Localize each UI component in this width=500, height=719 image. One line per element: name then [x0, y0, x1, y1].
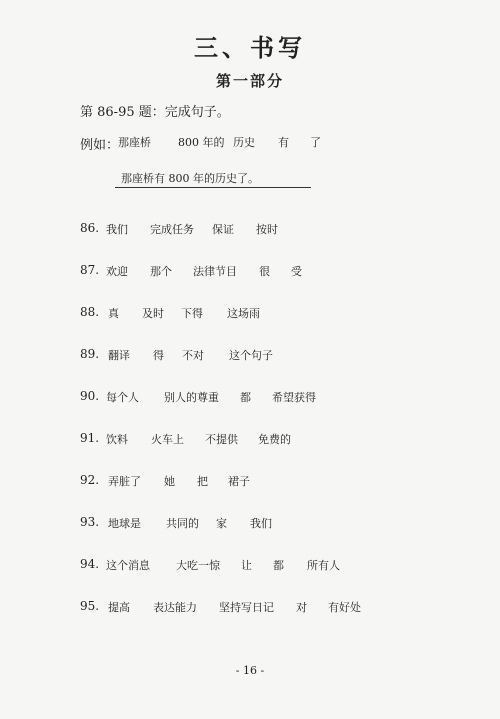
question-word: 真 — [108, 307, 119, 320]
question-word: 裙子 — [228, 475, 250, 488]
example-word: 有 — [278, 136, 289, 149]
question-word: 所有人 — [307, 559, 340, 572]
question-word: 地球是 — [108, 517, 141, 530]
question-word: 下得 — [181, 307, 203, 320]
question-word: 这场雨 — [227, 307, 260, 320]
page-title: 三、书写 — [194, 33, 306, 62]
question-word: 家 — [216, 517, 227, 530]
question-word: 我们 — [250, 517, 272, 530]
question-word: 都 — [240, 391, 251, 404]
question-word: 大吃一惊 — [176, 559, 220, 572]
question-number: 93. — [80, 515, 100, 529]
question-word: 表达能力 — [153, 601, 197, 614]
question-word: 提高 — [108, 601, 130, 614]
page-number: - 16 - — [235, 664, 265, 677]
question-word: 每个人 — [106, 391, 139, 404]
question-word: 这个句子 — [229, 349, 273, 362]
question-word: 共同的 — [166, 517, 199, 530]
question-word: 翻译 — [108, 349, 130, 362]
question-word: 按时 — [256, 223, 278, 236]
question-number: 90. — [80, 389, 100, 403]
example-word: 了 — [310, 136, 321, 149]
question-word: 法律节目 — [193, 265, 237, 278]
question-word: 完成任务 — [150, 223, 194, 236]
question-word: 我们 — [106, 223, 128, 236]
example-label: 例如： — [80, 138, 120, 153]
question-word: 不对 — [182, 349, 204, 362]
question-word: 这个消息 — [106, 559, 150, 572]
question-word: 她 — [164, 475, 175, 488]
question-word: 有好处 — [328, 601, 361, 614]
question-word: 欢迎 — [106, 265, 128, 278]
example-word: 800 年的 — [178, 136, 225, 149]
question-number: 92. — [80, 473, 100, 487]
example-word: 那座桥 — [118, 136, 151, 149]
question-word: 火车上 — [151, 433, 184, 446]
question-number: 89. — [80, 347, 100, 361]
question-number: 95. — [80, 599, 100, 613]
question-number: 91. — [80, 431, 100, 445]
question-number: 88. — [80, 305, 100, 319]
question-word: 得 — [153, 349, 164, 362]
question-word: 那个 — [150, 265, 172, 278]
section-title: 第一部分 — [215, 72, 284, 90]
question-number: 94. — [80, 557, 100, 571]
question-word: 把 — [197, 475, 208, 488]
question-word: 都 — [273, 559, 284, 572]
question-word: 及时 — [142, 307, 164, 320]
question-word: 希望获得 — [272, 391, 316, 404]
question-word: 弄脏了 — [108, 475, 141, 488]
instruction-text: 第 86-95 题：完成句子。 — [80, 105, 230, 120]
question-word: 受 — [291, 265, 302, 278]
question-number: 87. — [80, 263, 100, 277]
question-word: 免费的 — [258, 433, 291, 446]
example-word: 历史 — [233, 136, 255, 149]
question-number: 86. — [80, 221, 100, 235]
question-word: 很 — [259, 265, 270, 278]
question-word: 别人的尊重 — [164, 391, 219, 404]
question-word: 保证 — [212, 223, 234, 236]
question-word: 对 — [296, 601, 307, 614]
question-word: 坚持写日记 — [219, 601, 274, 614]
question-word: 饮料 — [106, 433, 128, 446]
question-word: 不提供 — [205, 433, 238, 446]
question-word: 让 — [241, 559, 252, 572]
example-answer: 那座桥有 800 年的历史了。 — [115, 170, 311, 188]
